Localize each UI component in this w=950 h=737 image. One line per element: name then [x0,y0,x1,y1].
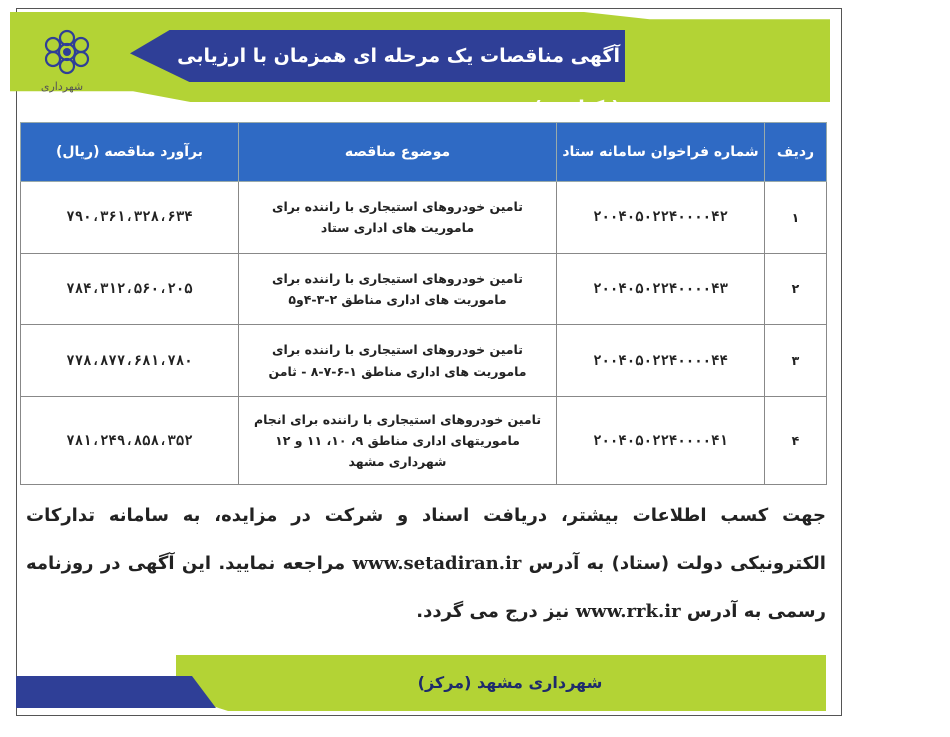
table-header-row [21,123,827,182]
row-number-cell: ۲ [765,253,827,325]
page-title: آگهی مناقصات یک مرحله ای همزمان با ارزیابی (یکپارچه) [177,45,620,119]
subject-cell: تامین خودروهای استیجاری با راننده برای انجام ماموریتهای اداری مناطق ۹، ۱۰، ۱۱ و ۱۲ شهرداری مشهد [239,397,557,485]
row-number-cell: ۳ [765,325,827,397]
tender-number-cell: ۲۰۰۴۰۵۰۲۲۴۰۰۰۰۴۴ [557,325,765,397]
tender-table [20,122,827,485]
footer-blue-band [16,676,216,708]
row-number-cell: ۴ [765,397,827,485]
subject-cell: تامین خودروهای استیجاری با راننده برای ماموریت های اداری مناطق ۱-۶-۷-۸ - ثامن [239,325,557,397]
rrk-link[interactable]: www.rrk.ir [575,601,681,622]
column-header-tender-number: شماره فراخوان سامانه ستاد [557,123,765,182]
estimate-cell: ۷۸۴،۳۱۲،۵۶۰،۲۰۵ [21,253,239,325]
table-row [21,253,827,325]
logo-caption: شهرداری [40,80,84,93]
info-text-part-3: نیز درج می گردد. [416,601,570,622]
column-header-estimate: برآورد مناقصه (ریال) [21,123,239,182]
subject-cell: تامین خودروهای استیجاری با راننده برای ماموریت های اداری مناطق ۲-۳-۴و۵ [239,253,557,325]
table-row [21,397,827,485]
subject-cell: تامین خودروهای استیجاری با راننده برای ماموریت های اداری ستاد [239,182,557,254]
estimate-cell: ۷۹۰،۳۶۱،۳۲۸،۶۳۴ [21,182,239,254]
tender-number-cell: ۲۰۰۴۰۵۰۲۲۴۰۰۰۰۴۱ [557,397,765,485]
estimate-cell: ۷۷۸،۸۷۷،۶۸۱،۷۸۰ [21,325,239,397]
footer-organization: شهرداری مشهد (مرکز) [417,673,603,692]
row-number-cell: ۱ [765,182,827,254]
table-row [21,325,827,397]
tender-number-cell: ۲۰۰۴۰۵۰۲۲۴۰۰۰۰۴۲ [557,182,765,254]
column-header-row-number: ردیف [765,123,827,182]
info-text-part-2: مراجعه نمایید. این آگهی در روزنامه رسمی به آدرس [26,553,826,622]
table-row [21,182,827,254]
column-header-subject: موضوع مناقصه [239,123,557,182]
info-text-part-1: جهت کسب اطلاعات بیشتر، دریافت اسناد و شرکت در مزایده، به سامانه تدارکات الکترونیکی دولت (ستاد) به آدرس [26,505,826,574]
estimate-cell: ۷۸۱،۲۴۹،۸۵۸،۳۵۲ [21,397,239,485]
tender-number-cell: ۲۰۰۴۰۵۰۲۲۴۰۰۰۰۴۳ [557,253,765,325]
info-paragraph [26,492,826,642]
setadiran-link[interactable]: www.setadiran.ir [352,553,522,574]
